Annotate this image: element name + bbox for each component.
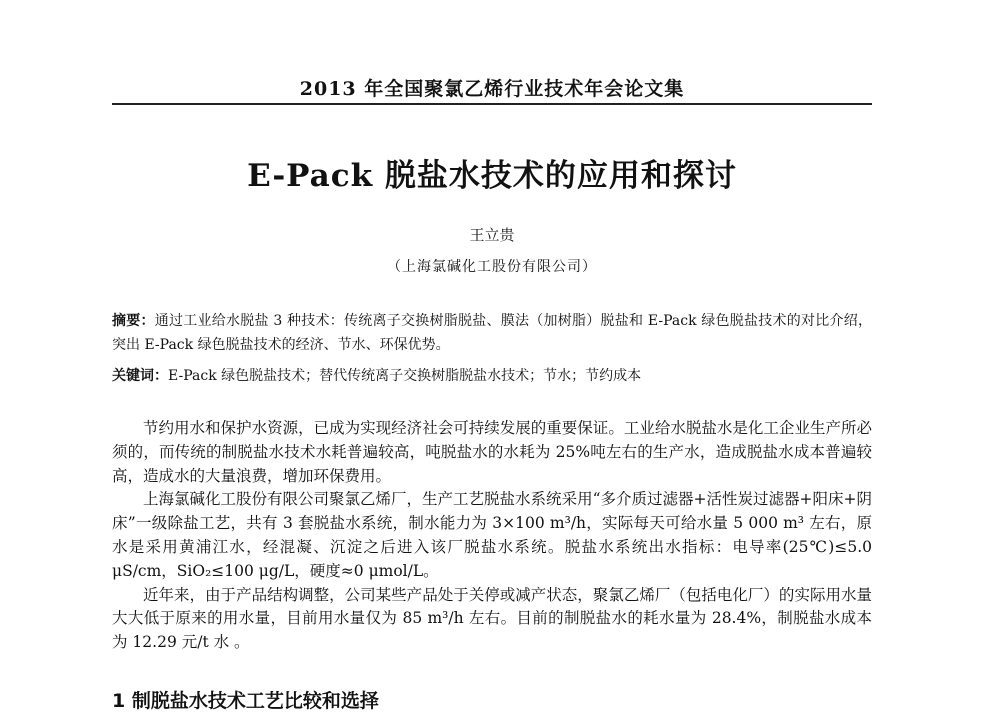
abstract-text: 通过工业给水脱盐 3 种技术：传统离子交换树脂脱盐、膜法（加树脂）脱盐和 E-Pack 绿色脱盐技术的对比介绍，突出 E-Pack 绿色脱盐技术的经济、节水、环保优势。 [112,313,872,353]
header-rule [112,103,872,105]
body-paragraph-3: 近年来，由于产品结构调整，公司某些产品处于关停或减产状态，聚氯乙烯厂（包括电化厂）的实际用水量大大低于原来的用水量，目前用水量仅为 85 m³/h 左右。目前的制脱盐水的耗水量为 28.4%，制脱盐水成本为 12.29 元/t 水 。 [112,585,872,652]
body-paragraph-1: 节约用水和保护水资源，已成为实现经济社会可持续发展的重要保证。工业给水脱盐水是化工企业生产所必须的，而传统的制脱盐水技术水耗普遍较高，吨脱盐水的水耗为 25%吨左右的生产水，造成脱盐水成本普遍较高，造成水的大量浪费，增加环保费用。 [112,419,872,485]
author-name: 王立贵 [469,226,515,244]
body-paragraph-2: 上海氯碱化工股份有限公司聚氯乙烯厂，生产工艺脱盐水系统采用“多介质过滤器+活性炭过滤器+阳床+阴床”一级除盐工艺，共有 3 套脱盐水系统，制水能力为 3×100 m³/h，实际每天可给水量 5 000 m³ 左右，原水是采用黄浦江水，经混凝、沉淀之后进入该厂脱盐水系统。脱盐水系统出水指标：电导率(25℃)≤5.0 μS/cm，SiO₂≤100 μg/L，硬度≈0 μmol/L。 [112,490,872,580]
body-text [112,417,872,655]
keywords [112,365,872,387]
abstract [112,309,872,357]
running-header: 2013 年全国聚氯乙烯行业技术年会论文集 [299,78,685,100]
keywords-label: 关键词： [112,368,168,384]
keywords-text: E-Pack 绿色脱盐技术；替代传统离子交换树脂脱盐水技术；节水；节约成本 [168,368,642,384]
paper-title: E-Pack 脱盐水技术的应用和探讨 [247,158,737,194]
section-heading: 1 制脱盐水技术工艺比较和选择 [112,690,379,712]
abstract-label: 摘要： [112,313,155,329]
author-affiliation: （上海氯碱化工股份有限公司） [387,259,597,275]
